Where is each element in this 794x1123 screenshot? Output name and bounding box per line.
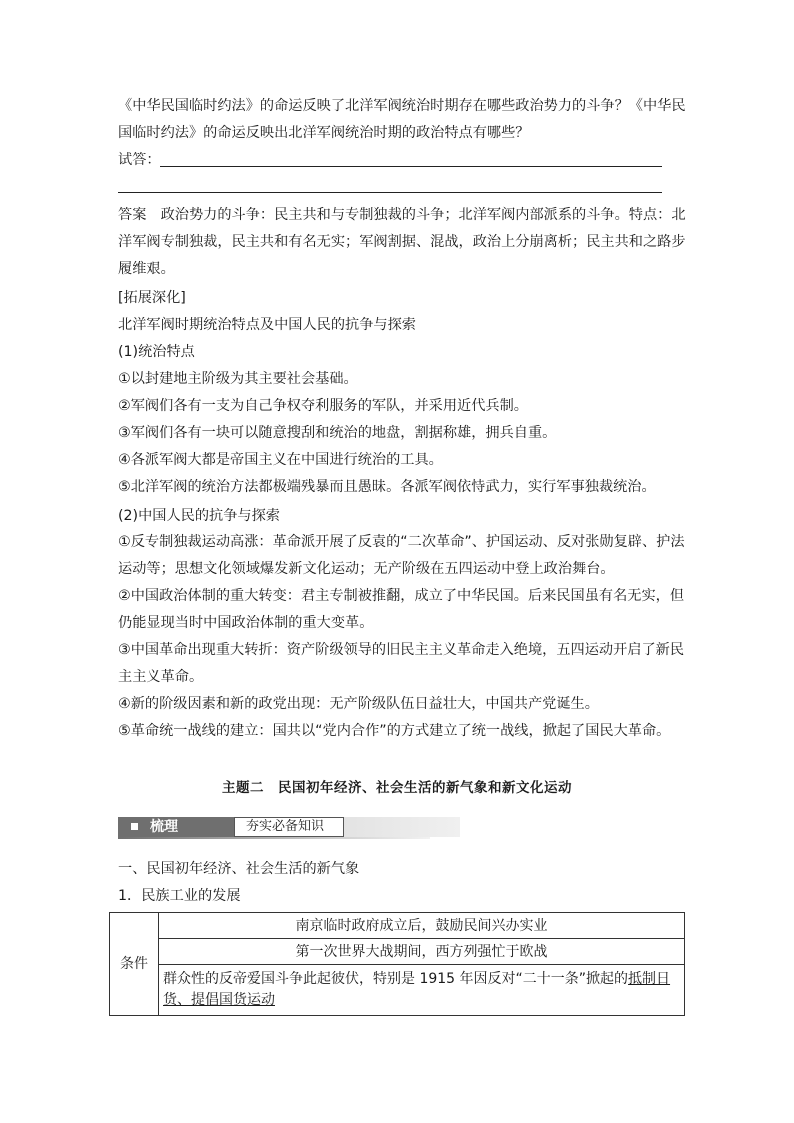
table-cell: 第一次世界大战期间，西方列强忙于欧战: [159, 939, 685, 965]
section2-title: (2)中国人民的抗争与探索: [118, 508, 280, 524]
topic2-title: 主题二 民国初年经济、社会生活的新气象和新文化运动: [222, 780, 572, 796]
row3-text: 群众性的反帝爱国斗争此起彼伏，特别是 1915 年因反对“二十一条”掀起的: [163, 971, 629, 987]
section1-item: ⑤北洋军阀的统治方法都极端残暴而且愚昧。各派军阀依恃武力，实行军事独裁统治。: [118, 479, 656, 495]
section1-item: ③军阀们各有一块可以随意搜刮和统治的地盘，割据称雄，拥兵自重。: [118, 425, 557, 441]
answer-blank-line-1[interactable]: [160, 166, 662, 167]
table-cell: 南京临时政府成立后，鼓励民间兴办实业: [159, 913, 685, 939]
section1-item: ①以封建地主阶级为其主要社会基础。: [118, 371, 358, 387]
section2-line: 仍能显现当时中国政治体制的重大变革。: [118, 615, 374, 631]
row-label-cell: 条件: [110, 913, 159, 1016]
section2-line: ②中国政治体制的重大转变：君主专制被推翻，成立了中华民国。后来民国虽有名无实，但: [118, 588, 685, 604]
section-bar: [118, 817, 430, 839]
row3-underlined-2: 货、提倡国货运动: [163, 992, 275, 1008]
part1-sub1: 1．民族工业的发展: [118, 888, 241, 904]
section-bar-subtitle: 夯实必备知识: [246, 819, 325, 834]
section-bar-label: 梳理: [150, 819, 178, 835]
table-row: [110, 913, 685, 939]
section2-line: 运动等；思想文化领域爆发新文化运动；无产阶级在五四运动中登上政治舞台。: [118, 561, 615, 577]
table-row: [110, 965, 685, 1016]
table-cell: [159, 965, 685, 1016]
industry-conditions-table: [109, 912, 685, 1016]
section2-line: ④新的阶级因素和新的政党出现：无产阶级队伍日益壮大，中国共产党诞生。: [118, 696, 599, 712]
table-row: [110, 939, 685, 965]
question-line-1: 《中华民国临时约法》的命运反映了北洋军阀统治时期存在哪些政治势力的斗争？《中华民: [118, 98, 686, 114]
question-line-2: 国临时约法》的命运反映出北洋军阀统治时期的政治特点有哪些？: [118, 125, 530, 141]
section-bar-underline: [118, 837, 430, 839]
section2-line: ①反专制独裁运动高涨：革命派开展了反袁的“二次革命”、护国运动、反对张勋复辟、护法: [118, 534, 685, 550]
extension-heading: [拓展深化]: [118, 290, 186, 306]
answer-line-1: 答案 政治势力的斗争：民主共和与专制独裁的斗争；北洋军阀内部派系的斗争。特点：北: [118, 207, 686, 223]
attempt-label: 试答：: [118, 152, 161, 168]
section2-line: 主主义革命。: [118, 669, 204, 685]
section1-item: ②军阀们各有一支为自己争权夺利服务的军队，并采用近代兵制。: [118, 398, 528, 414]
section1-item: ④各派军阀大都是帝国主义在中国进行统治的工具。: [118, 452, 443, 468]
answer-line-3: 履维艰。: [118, 261, 175, 277]
answer-line-2: 洋军阀专制独裁，民主共和有名无实；军阀割据、混战，政治上分崩离析；民主共和之路步: [118, 234, 686, 250]
section-bar-label-box: [118, 817, 234, 837]
part1-heading: 一、民国初年经济、社会生活的新气象: [118, 861, 360, 877]
extension-title: 北洋军阀时期统治特点及中国人民的抗争与探索: [118, 317, 416, 333]
section1-title: (1)统治特点: [118, 344, 195, 360]
row3-underlined-1: 抵制日: [628, 971, 671, 987]
answer-blank-line-2[interactable]: [118, 192, 662, 193]
section2-line: ③中国革命出现重大转折：资产阶级领导的旧民主主义革命走入绝境，五四运动开启了新民: [118, 642, 685, 658]
section2-line: ⑤革命统一战线的建立：国共以“党内合作”的方式建立了统一战线，掀起了国民大革命。: [118, 723, 671, 739]
square-bullet-icon: [131, 823, 138, 830]
